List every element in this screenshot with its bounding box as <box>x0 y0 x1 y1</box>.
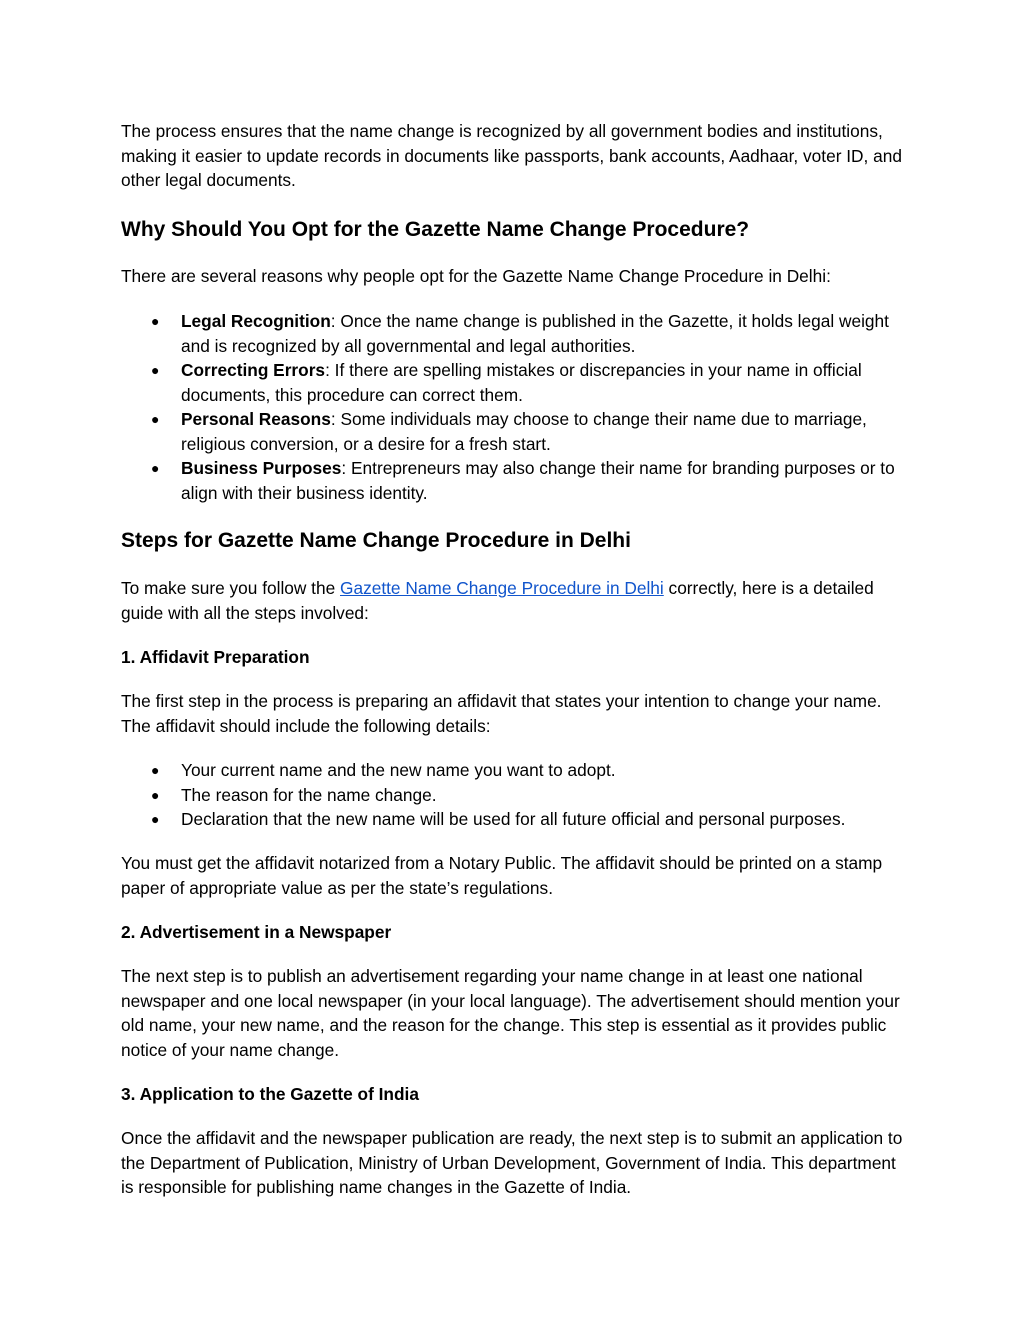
list-item <box>121 456 911 505</box>
list-item <box>121 758 911 783</box>
reason-text: : Once the name change is published in the Gazette, it holds legal weight and is recognized by all governmental and legal authorities. <box>181 311 889 356</box>
list-item <box>121 807 911 832</box>
reason-term: Business Purposes <box>181 458 342 478</box>
step1-paragraph: The first step in the process is preparing an affidavit that states your intention to change your name. The affidavit should include the following details: <box>121 691 882 736</box>
step2-paragraph: The next step is to publish an advertisement regarding your name change in at least one national newspaper and one local newspaper (in your local language). The advertisement should mention your old name, your new name, and the reason for the change. This step is essential as it provides public notice of your name change. <box>121 966 900 1060</box>
intro-paragraph: The process ensures that the name change is recognized by all government bodies and institutions, making it easier to update records in documents like passports, bank accounts, Aadhaar, voter ID, and other legal documents. <box>121 121 902 190</box>
reasons-list <box>121 309 911 505</box>
step3-heading: 3. Application to the Gazette of India <box>121 1084 419 1104</box>
steps-intro-paragraph <box>121 576 911 625</box>
reason-text: : If there are spelling mistakes or discrepancies in your name in official documents, this procedure can correct them. <box>181 360 862 405</box>
step1-closing-paragraph: You must get the affidavit notarized from a Notary Public. The affidavit should be printed on a stamp paper of appropriate value as per the state’s regulations. <box>121 853 883 898</box>
reason-text: : Some individuals may choose to change their name due to marriage, religious conversion, or a desire for a fresh start. <box>181 409 867 454</box>
bullet-icon: ● <box>151 313 160 329</box>
step3-paragraph: Once the affidavit and the newspaper publication are ready, the next step is to submit an application to the Department of Publication, Ministry of Urban Development, Government of India. This department is responsible for publishing name changes in the Gazette of India. <box>121 1128 903 1197</box>
steps-intro-before: To make sure you follow the <box>121 578 341 598</box>
bullet-icon: ● <box>151 762 160 778</box>
list-item <box>121 309 911 358</box>
steps-heading: Steps for Gazette Name Change Procedure in Delhi <box>121 529 631 552</box>
reason-text: : Entrepreneurs may also change their name for branding purposes or to align with their business identity. <box>181 458 895 503</box>
bullet-icon: ● <box>151 460 160 476</box>
bullet-icon: ● <box>151 362 160 378</box>
list-item-text: The reason for the name change. <box>181 784 437 805</box>
step1-heading: 1. Affidavit Preparation <box>121 647 310 667</box>
list-item <box>121 358 911 407</box>
list-item <box>121 783 911 808</box>
why-intro-paragraph: There are several reasons why people opt for the Gazette Name Change Procedure in Delhi: <box>121 266 831 286</box>
steps-intro-after: correctly, here is a detailed guide with all the steps involved: <box>121 578 874 623</box>
step2-heading: 2. Advertisement in a Newspaper <box>121 922 392 942</box>
gazette-procedure-link[interactable]: Gazette Name Change Procedure in Delhi <box>340 578 664 598</box>
bullet-icon: ● <box>151 411 160 427</box>
list-item-text: Your current name and the new name you want to adopt. <box>181 760 616 780</box>
bullet-icon: ● <box>151 786 160 803</box>
why-heading: Why Should You Opt for the Gazette Name Change Procedure? <box>121 218 750 241</box>
reason-term: Legal Recognition <box>181 311 331 331</box>
bullet-icon: ● <box>151 811 160 827</box>
list-item-text: Declaration that the new name will be used for all future official and personal purposes. <box>181 809 846 829</box>
affidavit-details-list <box>121 758 911 832</box>
reason-term: Correcting Errors <box>181 360 326 380</box>
reason-term: Personal Reasons <box>181 409 331 429</box>
list-item <box>121 407 911 456</box>
